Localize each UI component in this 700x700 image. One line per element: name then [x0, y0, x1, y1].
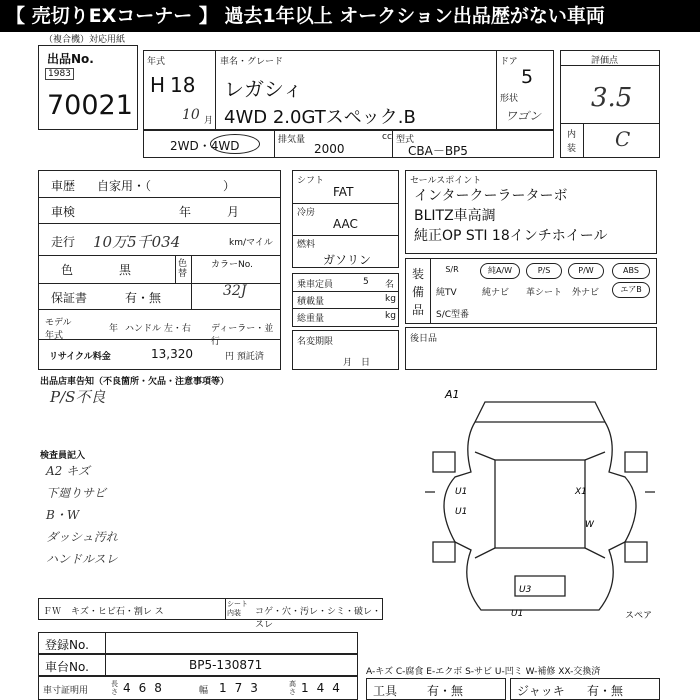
color-change-label: 色替	[178, 259, 188, 279]
recycle-label: リサイクル料金	[49, 352, 111, 362]
car-grade: 4WD 2.0GTスペック.B	[224, 107, 416, 128]
listing-number-box	[38, 45, 138, 130]
registration-label: 登録No.	[45, 638, 89, 652]
door-body-box	[496, 50, 554, 130]
fuel-value: ガソリン	[323, 253, 372, 267]
inspector-notes	[46, 460, 118, 570]
color-label: 色	[61, 263, 74, 277]
recycle-unit: 円 預託済	[225, 352, 264, 362]
spec-row	[143, 130, 554, 158]
rating-box	[560, 50, 660, 158]
warranty-label: 保証書	[51, 291, 88, 305]
fw-row	[38, 598, 383, 630]
load-label: 積載量	[297, 297, 325, 307]
model-year-value: 18	[170, 73, 196, 97]
tools-value: 有・無	[427, 684, 464, 698]
mileage-label: 走行	[51, 235, 76, 249]
color-value: 黒	[119, 263, 132, 277]
mark-rear: U3	[519, 585, 532, 595]
jack-value: 有・無	[587, 684, 624, 698]
equip-ps: P/S	[526, 263, 562, 279]
seat-label: シート内装	[227, 600, 248, 617]
form-subtitle: （複合機）対応用紙	[44, 35, 126, 45]
model-year-era: H	[150, 73, 166, 97]
jack-label: ジャッキ	[517, 684, 565, 698]
equipment-box	[405, 258, 657, 324]
equip-pw: P/W	[568, 263, 604, 279]
dims-label: 車寸証明用	[43, 686, 89, 696]
color-code-label: カラーNo.	[211, 260, 253, 270]
displacement-unit: cc	[382, 132, 392, 142]
inspector-line-5: ハンドルスレ	[46, 552, 118, 566]
shift-ac-fuel-box	[292, 170, 399, 268]
equip-tv: 純TV	[436, 288, 457, 298]
mark-front: A1	[445, 388, 460, 401]
height-label: 高さ	[289, 680, 296, 696]
model-row-handle: ハンドル 左・右	[125, 324, 191, 334]
aftermarket-box	[405, 327, 657, 370]
mileage-value: 10万5千034	[93, 233, 181, 251]
car-name-label: 車名・グレード	[220, 57, 284, 67]
equip-sunroof: S/R	[434, 263, 470, 279]
body-label: 形状	[500, 94, 519, 104]
equipment-label: 装備品	[412, 267, 425, 317]
gross-unit: kg	[385, 311, 396, 321]
capacity-unit: 名	[385, 280, 395, 290]
capacity-value: 5	[363, 277, 369, 287]
rating-score: 3.5	[591, 83, 633, 113]
length-value: 468	[123, 681, 170, 695]
capacity-label: 乗車定員	[297, 280, 334, 290]
inspector-line-1: A2 キズ	[46, 464, 90, 478]
equip-airbag: エアB	[612, 282, 650, 298]
shift-value: FAT	[333, 185, 354, 199]
name-change-box	[292, 330, 399, 370]
model-year-box	[143, 50, 216, 130]
shift-label: シフト	[297, 176, 325, 186]
fw-items: キズ・ヒビ石・割レ ス	[71, 607, 164, 617]
sales-points-label: セールスポイント	[410, 176, 482, 186]
warranty-value: 有・無	[125, 291, 162, 305]
displacement-label: 排気量	[278, 135, 306, 145]
interior-label-1: 内	[567, 130, 577, 140]
page-header: 【 売切りEXコーナー 】 過去1年以上 オークション出品歴がない車両	[0, 0, 700, 32]
name-change-unit: 月 日	[343, 358, 371, 368]
history-label: 車歴	[51, 179, 76, 193]
registration-row	[38, 632, 358, 654]
dims-row	[38, 676, 358, 700]
door-label: ドア	[500, 57, 518, 67]
history-value: 自家用・（ ）	[97, 179, 236, 193]
spare-label: スペア	[625, 611, 653, 621]
seat-items: コゲ・穴・汚レ・シミ・破レ・スレ	[255, 607, 382, 630]
equip-power-window-circle: 純A/W	[480, 263, 520, 279]
door-count: 5	[521, 66, 534, 88]
mark-left-front: U1	[455, 487, 468, 497]
type-label: 型式	[396, 135, 415, 145]
load-unit: kg	[385, 294, 396, 304]
month-unit: 月	[204, 116, 214, 126]
tools-cell	[366, 678, 506, 700]
mark-bottom: U1	[511, 609, 524, 619]
interior-label-2: 装	[567, 144, 577, 154]
type-value: CBA－BP5	[408, 144, 468, 158]
name-change-label: 名変期限	[297, 337, 334, 347]
equip-sc-model: S/C型番	[436, 310, 470, 320]
color-code: 32J	[223, 283, 247, 299]
inspection-value: 年 月	[179, 205, 240, 219]
width-value: 173	[219, 681, 266, 695]
notes-label: 出品店車告知（不良箇所・欠品・注意事項等）	[40, 377, 230, 387]
mark-right-front: X1	[575, 487, 587, 497]
listing-number: 70021	[47, 90, 133, 121]
equip-navi: 純ナビ	[482, 288, 510, 298]
model-year-label: 年式	[147, 57, 166, 67]
body-type: ワゴン	[505, 109, 542, 123]
equip-ext-navi: 外ナビ	[572, 288, 600, 298]
interior-grade: C	[615, 127, 631, 151]
inspector-line-4: ダッシュ汚れ	[46, 530, 118, 544]
listing-stamp: 1983	[45, 68, 74, 80]
chassis-label: 車台No.	[45, 660, 89, 674]
listing-no-label: 出品No.	[47, 52, 94, 66]
drive-selected-circle	[210, 134, 260, 154]
chassis-value: BP5-130871	[189, 658, 263, 672]
inspector-line-2: 下廻りサビ	[46, 486, 107, 500]
inspection-label: 車検	[51, 205, 76, 219]
aftermarket-label: 後日品	[410, 334, 438, 344]
length-label: 長さ	[111, 680, 118, 696]
tools-label: 工具	[373, 684, 398, 698]
fw-label: ＦＷ	[43, 607, 62, 617]
drive-options: 2WD・4WD	[170, 139, 240, 153]
displacement-value: 2000	[314, 142, 345, 156]
mileage-unit: km/マイル	[229, 238, 273, 248]
model-year-month: 10	[182, 107, 200, 123]
capacity-box	[292, 273, 399, 327]
damage-legend: A-キズ C-腐食 E-エクボ S-サビ U-凹ミ W-補修 XX-交換済	[366, 667, 601, 677]
chassis-row	[38, 654, 358, 676]
mark-left-rear: U1	[455, 507, 468, 517]
rating-label: 評価点	[591, 56, 619, 66]
model-row-label: モデル年式	[45, 318, 72, 341]
equip-leather: 革シート	[526, 288, 563, 298]
height-value: 144	[301, 681, 348, 695]
inspector-label: 検査員記入	[40, 451, 86, 461]
equip-abs: ABS	[612, 263, 650, 279]
history-table	[38, 170, 281, 370]
ac-label: 冷房	[297, 208, 316, 218]
notes-text: P/S不良	[50, 388, 106, 406]
mark-right-rear: W	[585, 520, 594, 530]
recycle-amount: 13,320	[151, 347, 193, 361]
gross-label: 総重量	[297, 314, 325, 324]
width-label: 幅	[199, 686, 209, 696]
sales-point-2: BLITZ車高調	[414, 208, 496, 224]
jack-cell	[510, 678, 660, 700]
car-damage-diagram	[415, 382, 665, 622]
inspector-line-3: B・W	[46, 508, 80, 522]
ac-value: AAC	[333, 217, 358, 231]
car-name: レガシィ	[224, 77, 303, 101]
sales-point-3: 純正OP STI 18インチホイール	[414, 228, 608, 244]
fuel-label: 燃料	[297, 240, 316, 250]
car-name-box	[215, 50, 497, 130]
sales-points-box	[405, 170, 657, 254]
sales-point-1: インタークーラーターボ	[414, 188, 568, 204]
model-row-year: 年	[109, 324, 119, 334]
model-row-dealer: ディーラー・並行	[211, 324, 274, 347]
